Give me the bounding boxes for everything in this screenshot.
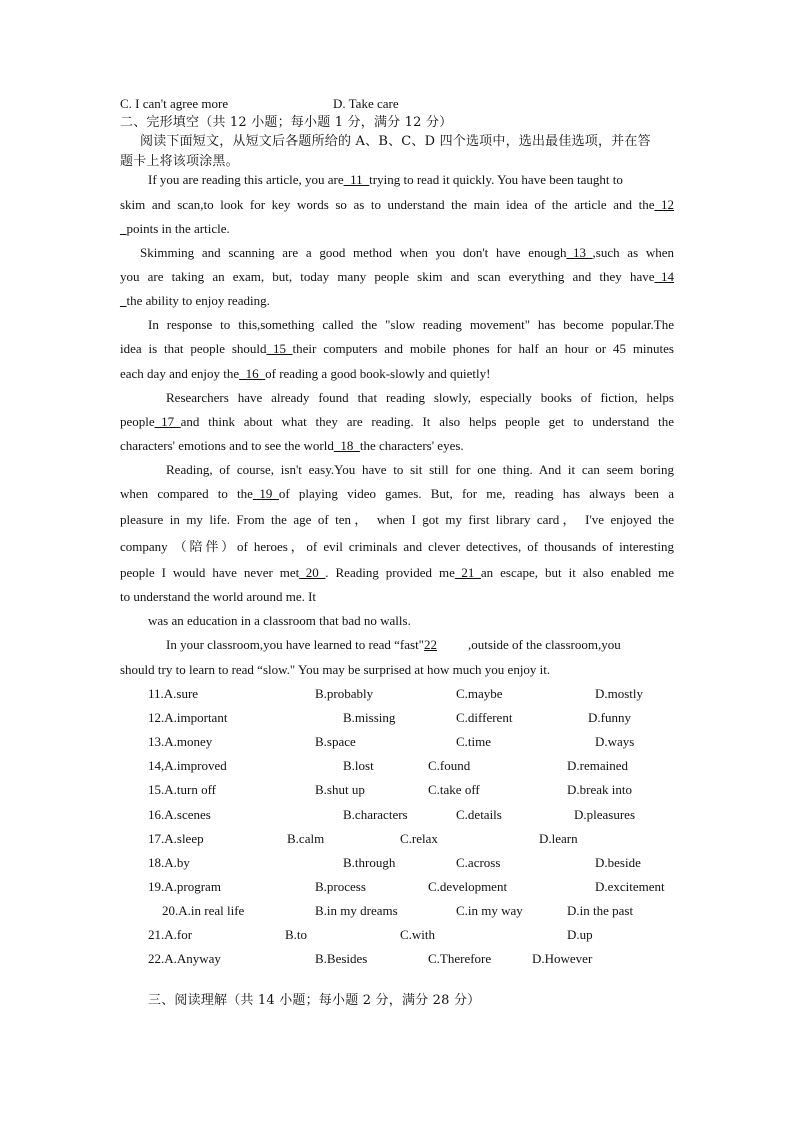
blank-14: _14 xyxy=(654,269,674,284)
option-b: B.missing xyxy=(343,710,396,726)
option-a: 15.A.turn off xyxy=(148,782,217,798)
option-b: B.to xyxy=(285,927,308,942)
passage-line: you are taking an exam, but, today many people skim and scan everything and they have_14 xyxy=(120,269,674,284)
passage-line: _points in the article. xyxy=(120,221,230,236)
option-d-prev: D. Take care xyxy=(333,96,399,111)
passage-line: idea is that people should_15_their computers and mobile phones for half an hour or 45 minutes xyxy=(120,341,674,356)
option-a: 12.A.important xyxy=(148,710,228,726)
option-c: C.in my way xyxy=(456,902,523,918)
option-a: 11.A.sure xyxy=(148,686,199,701)
passage-line: to understand the world around me. It xyxy=(120,589,317,604)
option-d: D.However xyxy=(532,951,593,967)
option-a: 14,A.improved xyxy=(148,758,227,774)
option-d: D.remained xyxy=(567,758,629,774)
passage-line: when compared to the_19_of playing video games. But, for me, reading has always been a xyxy=(120,486,674,501)
blank-12: _12 xyxy=(654,197,674,212)
option-a: 19.A.program xyxy=(148,878,221,894)
blank-15: _15_ xyxy=(266,341,293,356)
passage-line: characters' emotions and to see the world_18_the characters' eyes. xyxy=(120,438,464,453)
option-d: D.break into xyxy=(567,782,632,798)
option-d: D.mostly xyxy=(595,686,644,701)
option-c: C.Therefore xyxy=(428,951,492,967)
option-a: 17.A.sleep xyxy=(148,830,204,846)
passage-line: Researchers have already found that reading slowly, especially books of fiction, helps xyxy=(166,390,674,405)
option-b: B.through xyxy=(343,854,396,870)
section3-heading: 三、阅读理解（共 14 小题；每小题 2 分，满分 28 分） xyxy=(148,993,481,1008)
blank-18: _18_ xyxy=(333,438,360,453)
option-a: 20.A.in real life xyxy=(162,902,245,918)
passage-line: In response to this,something called the "slow reading movement" has become popular.The xyxy=(148,317,674,332)
option-b: B.lost xyxy=(343,758,374,774)
option-d: D.excitement xyxy=(595,878,665,894)
passage-line: Skimming and scanning are a good method when you don't have enough_13_,such as when xyxy=(140,245,674,260)
blank-22: 22 xyxy=(424,637,437,652)
option-d: D.beside xyxy=(595,854,641,870)
option-d: D.learn xyxy=(539,830,578,846)
passage-line: was an education in a classroom that bad no walls. xyxy=(148,613,411,628)
blank-17: _17_ xyxy=(154,414,181,429)
blank-13: _13_ xyxy=(566,245,593,260)
passage-line: people_17_and think about what they are reading. It also helps people get to understand the xyxy=(120,414,674,429)
option-a: 16.A.scenes xyxy=(148,806,211,822)
option-c: C.different xyxy=(456,710,513,726)
option-a: 21.A.for xyxy=(148,927,193,942)
option-c: C.maybe xyxy=(456,686,503,701)
option-c: C.relax xyxy=(400,830,438,846)
passage-line: skim and scan,to look for key words so as to understand the main idea of the article and the_12 xyxy=(120,197,674,212)
passage-line: people I would have never met_20_. Reading provided me_21_an escape, but it also enabled me xyxy=(120,565,674,580)
section2-instruction-line2: 题卡上将该项涂黑。 xyxy=(120,154,239,169)
option-c: C.take off xyxy=(428,782,480,798)
blank-21: _21_ xyxy=(454,565,481,580)
option-c: C.development xyxy=(428,878,508,894)
passage-line: _the ability to enjoy reading. xyxy=(120,293,270,308)
option-d: D.pleasures xyxy=(574,806,636,822)
blank-19: _19_ xyxy=(252,486,279,501)
option-d: D.ways xyxy=(595,734,635,750)
option-c-prev: C. I can't agree more xyxy=(120,96,229,111)
passage-line: Reading, of course, isn't easy.You have to sit still for one thing. And it can seem boring xyxy=(166,462,674,477)
option-a: 13.A.money xyxy=(148,734,213,750)
passage-line: In your classroom,you have learned to read “fast"22 ,outside of the classroom,you xyxy=(166,637,621,652)
option-b: B.in my dreams xyxy=(315,902,398,918)
blank-16: _16_ xyxy=(239,366,266,381)
passage-line: If you are reading this article, you are_11_trying to read it quickly. You have been taught to xyxy=(148,172,623,187)
option-b: B.probably xyxy=(315,686,374,701)
option-b: B.shut up xyxy=(315,782,365,798)
option-c: C.across xyxy=(456,854,501,870)
option-a: 22.A.Anyway xyxy=(148,951,221,967)
option-c: C.found xyxy=(428,758,471,774)
option-a: 18.A.by xyxy=(148,854,190,870)
passage-line: pleasure in my life. From the age of ten， when I got my first library card， I've enjoyed the xyxy=(120,512,674,527)
option-d: D.up xyxy=(567,927,593,942)
passage-line: company （陪伴）of heroes，of evil criminals and clever detectives, of thousands of interesting xyxy=(120,539,674,554)
option-d: D.in the past xyxy=(567,902,634,918)
section2-instruction-line1: 阅读下面短文，从短文后各题所给的 A、B、C、D 四个选项中，选出最佳选项，并在答 xyxy=(140,134,651,149)
option-b: B.characters xyxy=(343,806,408,822)
option-b: B.process xyxy=(315,878,366,894)
option-d: D.funny xyxy=(588,710,631,726)
passage-line: each day and enjoy the_16_of reading a good book-slowly and quietly! xyxy=(120,366,491,381)
passage-line: should try to learn to read “slow." You may be surprised at how much you enjoy it. xyxy=(120,662,551,677)
option-b: B.space xyxy=(315,734,356,750)
section2-heading: 二、完形填空（共 12 小题；每小题 1 分，满分 12 分） xyxy=(120,115,453,130)
option-c: C.time xyxy=(456,734,492,750)
blank-20: _20_ xyxy=(299,565,326,580)
option-c: C.with xyxy=(400,927,436,942)
option-c: C.details xyxy=(456,806,502,822)
option-b: B.calm xyxy=(287,830,325,846)
blank-11: _11_ xyxy=(343,172,370,187)
option-b: B.Besides xyxy=(315,951,368,967)
